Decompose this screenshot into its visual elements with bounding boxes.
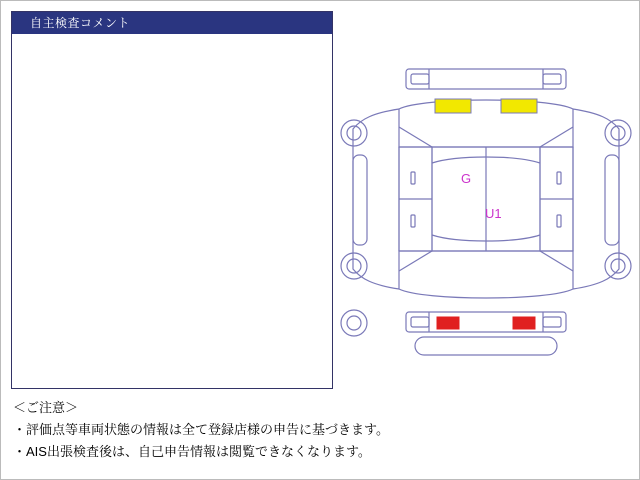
- comment-panel-body: [12, 34, 332, 388]
- notes-block: [13, 397, 629, 463]
- self-inspection-comment-panel: [11, 11, 333, 389]
- notes-heading: ＜ご注意＞: [13, 400, 79, 415]
- notes-line-2: ・AIS出張検査後は、自己申告情報は閲覧できなくなります。: [13, 444, 371, 459]
- damage-mark-g: G: [461, 171, 472, 186]
- notes-line-1: ・評価点等車両状態の情報は全て登録店様の申告に基づきます。: [13, 422, 389, 437]
- comment-panel-title: 自主検査コメント: [12, 12, 332, 34]
- car-inspection-diagram: [337, 7, 635, 389]
- damage-mark-u1: U1: [485, 206, 502, 221]
